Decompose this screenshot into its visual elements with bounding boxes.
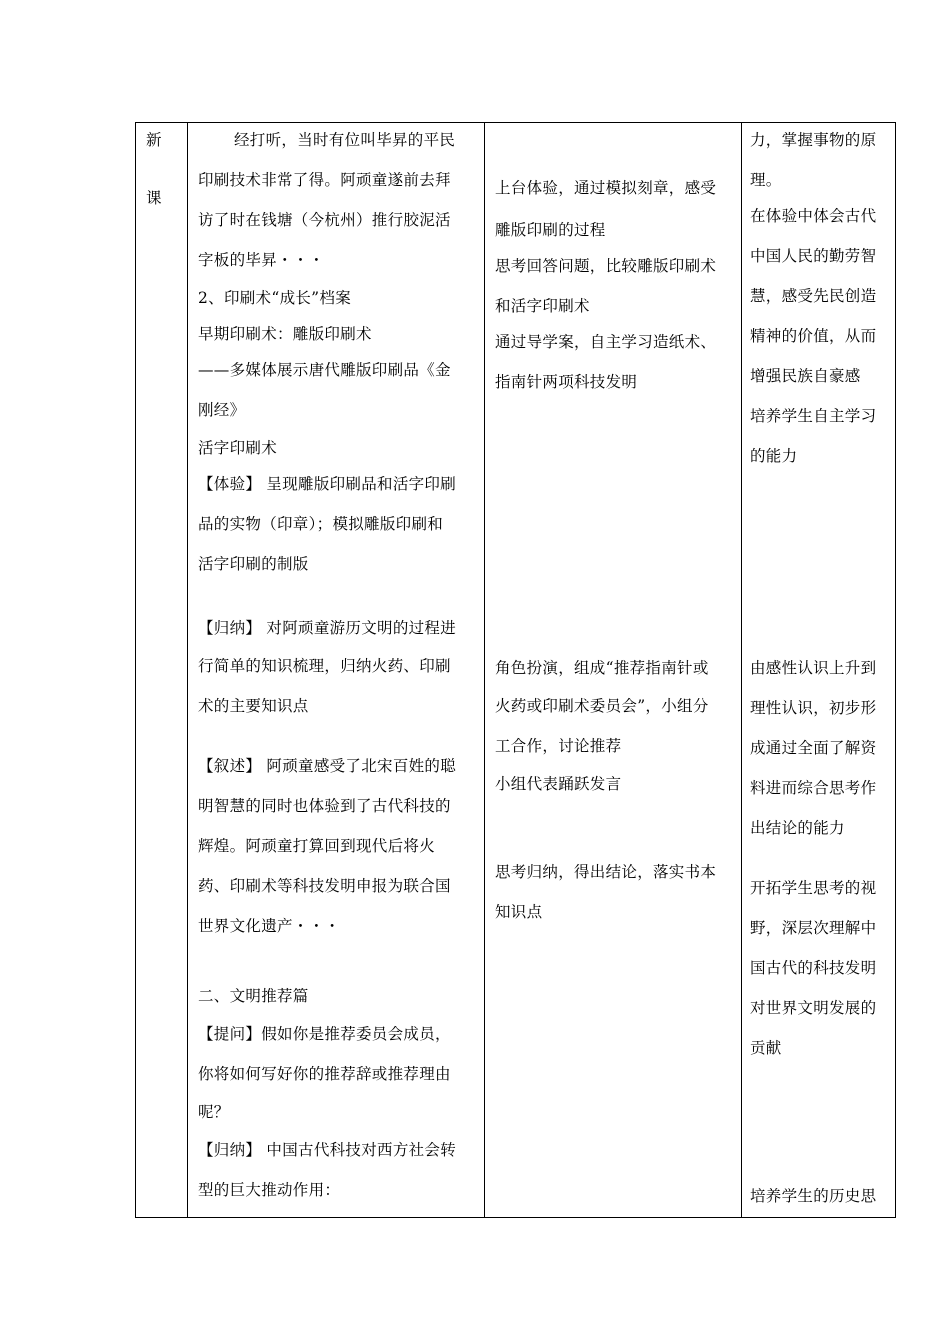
- text-line: 早期印刷术：雕版印刷术: [198, 325, 372, 343]
- text-line: 思考归纳，得出结论，落实书本: [495, 863, 717, 881]
- text-line: 工合作，讨论推荐: [495, 737, 622, 755]
- text-line: 在体验中体会古代: [750, 207, 877, 225]
- text-line: 刚经》: [198, 401, 246, 419]
- text-line: 指南针两项科技发明: [495, 373, 638, 391]
- text-line: 力，掌握事物的原: [750, 131, 877, 149]
- text-line: 品的实物（印章）；模拟雕版印刷和: [198, 515, 444, 533]
- text-line: 药、印刷术等科技发明申报为联合国: [198, 877, 451, 895]
- text-line: 【提问】假如你是推荐委员会成员，: [198, 1025, 451, 1043]
- text-line: 雕版印刷的过程: [495, 221, 606, 239]
- text-line: 通过导学案，自主学习造纸术、: [495, 333, 717, 351]
- text-line: 中国人民的勤劳智: [750, 247, 877, 265]
- text-line: 印刷技术非常了得。阿顽童遂前去拜: [198, 171, 451, 189]
- teacher-activity-cell: [188, 123, 485, 1218]
- text-line: 明智慧的同时也体验到了古代科技的: [198, 797, 451, 815]
- text-line: 上台体验，通过模拟刻章，感受: [495, 179, 717, 197]
- text-line: 【归纳】 中国古代科技对西方社会转: [198, 1141, 457, 1159]
- text-line: 新: [146, 131, 162, 149]
- text-line: 型的巨大推动作用：: [198, 1181, 341, 1199]
- text-line: 世界文化遗产・・・: [198, 917, 341, 935]
- text-line: 术的主要知识点: [198, 697, 309, 715]
- text-line: 经打听，当时有位叫毕昇的平民: [234, 131, 456, 149]
- text-line: 对世界文明发展的: [750, 999, 877, 1017]
- text-line: 由感性认识上升到: [750, 659, 877, 677]
- design-intent-cell: [742, 123, 896, 1218]
- text-line: 小组代表踊跃发言: [495, 775, 622, 793]
- text-line: 2、印刷术“成长”档案: [198, 289, 352, 307]
- text-line: 火药或印刷术委员会”，小组分: [495, 697, 709, 715]
- text-line: 行简单的知识梳理，归纳火药、印刷: [198, 657, 451, 675]
- table-row: [136, 123, 896, 1218]
- text-line: 你将如何写好你的推荐辞或推荐理由: [198, 1065, 451, 1083]
- text-line: 培养学生自主学习: [750, 407, 877, 425]
- text-line: 活字印刷的制版: [198, 555, 309, 573]
- text-line: 增强民族自豪感: [750, 367, 861, 385]
- text-line: 思考回答问题，比较雕版印刷术: [495, 257, 717, 275]
- text-line: 的能力: [750, 447, 798, 465]
- student-activity-cell: [485, 123, 742, 1218]
- text-line: 和活字印刷术: [495, 297, 590, 315]
- text-line: 角色扮演，组成“推荐指南针或: [495, 659, 709, 677]
- text-line: 活字印刷术: [198, 439, 278, 457]
- lesson-plan-table: [135, 122, 896, 1218]
- text-line: 野，深层次理解中: [750, 919, 877, 937]
- text-line: 开拓学生思考的视: [750, 879, 877, 897]
- text-line: 知识点: [495, 903, 543, 921]
- text-line: 【归纳】 对阿顽童游历文明的过程进: [198, 619, 457, 637]
- text-line: 国古代的科技发明: [750, 959, 877, 977]
- text-line: 成通过全面了解资: [750, 739, 877, 757]
- text-line: 访了时在钱塘（今杭州）推行胶泥活: [198, 211, 451, 229]
- text-line: 培养学生的历史思: [750, 1187, 877, 1205]
- text-line: 字板的毕昇・・・: [198, 251, 325, 269]
- text-line: 课: [146, 189, 162, 207]
- text-line: 慧，感受先民创造: [750, 287, 877, 305]
- text-line: 【叙述】 阿顽童感受了北宋百姓的聪: [198, 757, 457, 775]
- text-line: ——多媒体展示唐代雕版印刷品《金: [198, 361, 451, 379]
- text-line: 精神的价值，从而: [750, 327, 877, 345]
- text-line: 理。: [750, 171, 782, 189]
- text-line: 二、文明推荐篇: [198, 987, 309, 1005]
- text-line: 理性认识，初步形: [750, 699, 877, 717]
- text-line: 【体验】 呈现雕版印刷品和活字印刷: [198, 475, 457, 493]
- section-label-cell: [136, 123, 188, 1218]
- text-line: 出结论的能力: [750, 819, 845, 837]
- text-line: 料进而综合思考作: [750, 779, 877, 797]
- text-line: 辉煌。阿顽童打算回到现代后将火: [198, 837, 436, 855]
- text-line: 呢？: [198, 1103, 230, 1121]
- text-line: 贡献: [750, 1039, 782, 1057]
